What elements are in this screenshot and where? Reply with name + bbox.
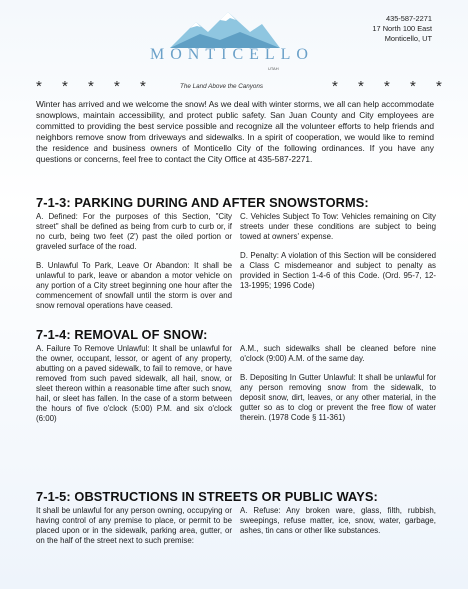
section-column-left [36, 212, 232, 320]
logo-state: UTAH [268, 66, 279, 71]
address-line-1: 17 North 100 East [372, 24, 432, 33]
ordinance-paragraph: A. Refuse: Any broken ware, glass, filth, rubbish, sweepings, refuse matter, ice, snow, water, garbage, ashes, tin cans or other like substances. [240, 506, 436, 535]
phone-number: 435-587-2271 [385, 14, 432, 23]
section-title-7-1-3: 7-1-3: PARKING DURING AND AFTER SNOWSTORMS: [36, 195, 369, 210]
section-body-7-1-5 [36, 506, 436, 555]
intro-paragraph: Winter has arrived and we welcome the snow! As we deal with winter storms, we all can help accommodate snowplows, maintain accessibility, and protect public safety. San Juan County and City employees are committed to providing the best service possible and recognize all the volunteer efforts to help friends and neighbors remove snow from driveways and sidewalks. In a spirit of cooperation, we would like to remind the residence and business owners of Monticello City of the following ordinances. If you have any questions or concerns, feel free to contact the City Office at 435-587-2271. [36, 99, 434, 165]
decorative-stars-right: * * * * * [332, 78, 450, 95]
ordinance-paragraph: A.M., such sidewalks shall be cleaned before nine o'clock (9:00) A.M. of the same day. [240, 344, 436, 363]
section-column-right [240, 344, 436, 433]
section-body-7-1-3 [36, 212, 436, 320]
ordinance-paragraph: It shall be unlawful for any person owning, occupying or having control of any premise to place, or permit to be placed upon or in the sidewalk, parking area, gutter, or on the half of the street next to such premise: [36, 506, 232, 545]
section-column-right [240, 506, 436, 555]
section-title-7-1-5: 7-1-5: OBSTRUCTIONS IN STREETS OR PUBLIC WAYS: [36, 489, 378, 504]
city-logo [150, 10, 314, 92]
section-column-right [240, 212, 436, 320]
contact-block [372, 14, 432, 44]
section-title-7-1-4: 7-1-4: REMOVAL OF SNOW: [36, 327, 208, 342]
ordinance-paragraph: A. Failure To Remove Unlawful: It shall be unlawful for the owner, occupant, lessor, or agent of any property, abutting on a paved sidewalk, to fail to remove, or have removed from such paved sidewalk, all hail, snow, or sleet thereon within a reasonable time after such snow, hail, or sleet has fallen. In the case of a storm between the hours of five o'clock (5:00) P.M. and six o'clock (6:00) [36, 344, 232, 423]
ordinance-paragraph: C. Vehicles Subject To Tow: Vehicles remaining on City streets under these conditions are subject to being towed at owners' expense. [240, 212, 436, 241]
ordinance-paragraph: A. Defined: For the purposes of this Section, "City street" shall be defined as being from curb to curb or, if no curb, being two feet (2') past the oiled portion or graveled surface of the road. [36, 212, 232, 251]
section-column-left [36, 344, 232, 433]
tagline: The Land Above the Canyons [180, 83, 264, 90]
ordinance-paragraph: B. Depositing In Gutter Unlawful: It shall be unlawful for any person removing snow from the sidewalk, to deposit snow, dirt, leaves, or any other material, in the gutter so as to clog or prevent the free flow of water therein. (1978 Code § 11-361) [240, 373, 436, 422]
logo-wordmark: MONTICELLO [150, 46, 314, 63]
ordinance-paragraph: B. Unlawful To Park, Leave Or Abandon: It shall be unlawful to park, leave or abandon a motor vehicle on any portion of a City street beginning one hour after the commencement of snowfall until the storm is over and snow removal operations have ceased. [36, 261, 232, 310]
section-body-7-1-4 [36, 344, 436, 433]
mountain-logo-icon [170, 10, 280, 50]
section-column-left [36, 506, 232, 555]
decorative-stars-left: * * * * * [36, 78, 154, 95]
address-line-2: Monticello, UT [384, 34, 432, 43]
ordinance-paragraph: D. Penalty: A violation of this Section will be considered a Class C misdemeanor and subject to penalty as provided in Section 1-4-6 of this Code. (Ord. 95-7, 12-13-1995; 1996 Code) [240, 251, 436, 290]
